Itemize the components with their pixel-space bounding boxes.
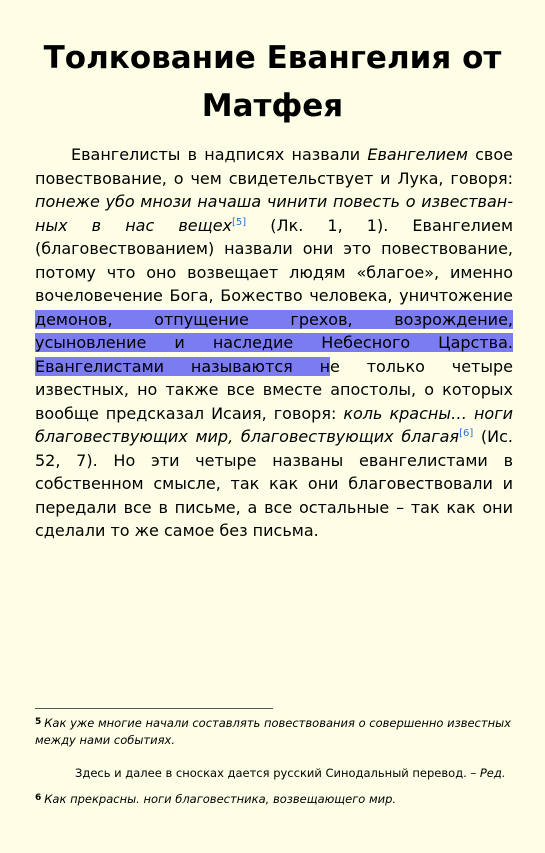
footnote-divider [35,708,273,709]
footnote-link-5[interactable]: [5] [232,216,247,228]
main-paragraph[interactable] [35,143,513,543]
scripture-quote: понеже убо мнози начаша чинити повесть о известванных в нас вещех [35,192,513,235]
footnote-text: Как уже многие начали составлять повествования о совершенно известных между нами событиях. [35,716,511,747]
text-span: е только четыре известных, но также все вместе апостолы, о которых вообще предсказал Исаия, говоря: [35,356,513,423]
text-span: (Лк. 1, 1). Евангелием (благовествованием) назвали они это повествование, потому что оно возвещает людям «благое», именно вочеловечение Бога, Божество человека, уничтожение [35,215,514,305]
text-span: свое повествование, о чем свидетельствует и Лука, говоря: [35,145,513,188]
italic-term: Евангелием [367,145,468,164]
note-attribution: Ред. [479,766,506,780]
note-text: Здесь и далее в сносках дается русский Синодальный перевод. – [75,766,480,780]
text-span: (Ис. 52, 7). Но эти четыре названы евангелистами в собственном смысле, так как они благовествовали и передали все в письме, а все остальные – так как они сделали то же самое без письма. [35,427,514,540]
page-title: Толкование Евангелия от Матфея [43,40,502,124]
footnote-number: 6 [35,793,42,803]
footnote-text: Как прекрасны. ноги благовестника, возвещающего мир. [44,792,397,806]
footnote-link-6[interactable]: [6] [459,428,474,439]
footnote-6 [35,790,513,808]
scripture-quote: коль красны… ноги благовествующих мир, благовествующих благая [35,403,513,446]
editor-note [35,765,513,782]
footnote-5 [35,714,513,748]
footnote-number: 5 [35,717,42,727]
text-span: Евангелисты в надписях назвали [71,145,368,164]
text-selection-highlight[interactable]: демонов, отпущение грехов, возрождение, усыновление и наследие Небесного Царства. Евангелистами называются н [35,309,513,376]
